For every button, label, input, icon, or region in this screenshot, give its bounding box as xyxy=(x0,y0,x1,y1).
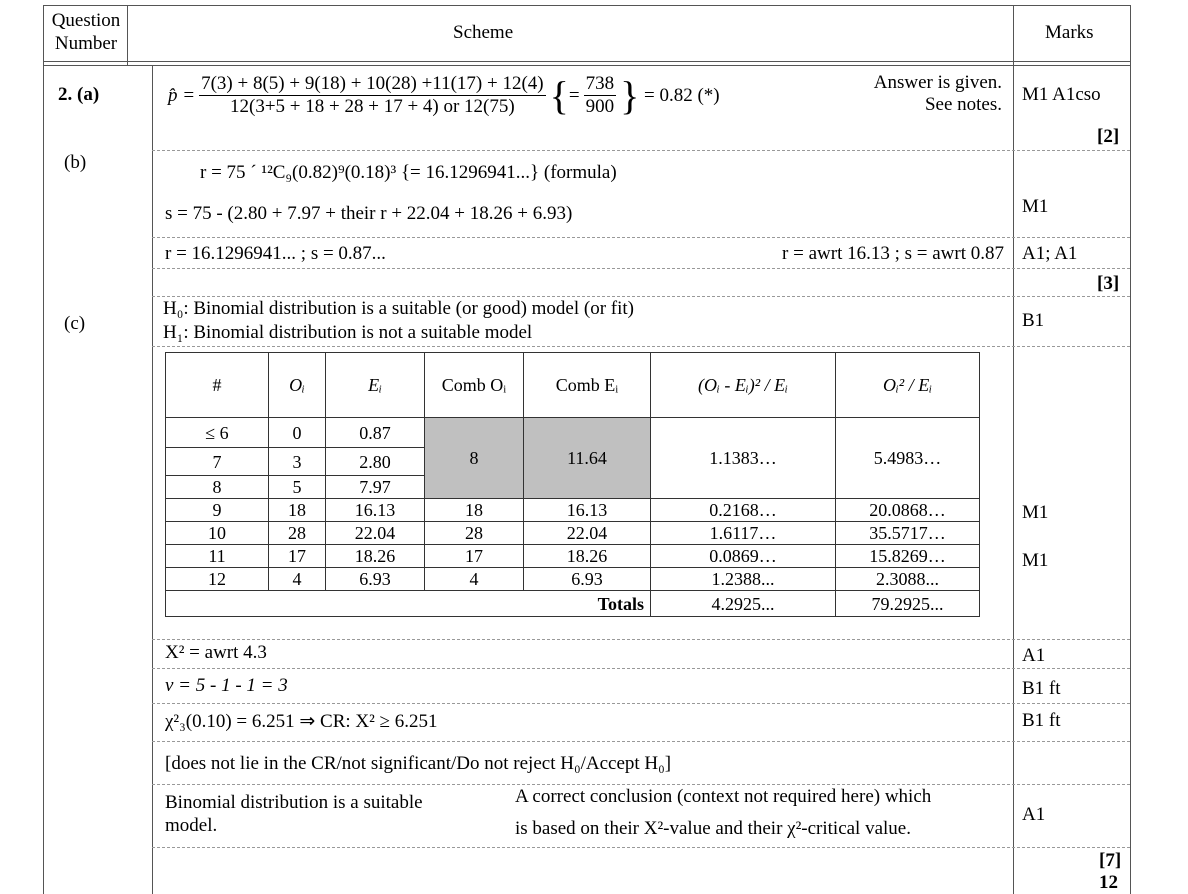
cell: 28 xyxy=(269,522,326,545)
cell: 15.8269… xyxy=(836,545,980,568)
part-b-line2: s = 75 - (2.80 + 7.97 + their r + 22.04 + 18.26 + 6.93) xyxy=(165,203,573,224)
table-row xyxy=(166,522,980,545)
reject-line: [does not lie in the CR/not significant/Do not reject H₀/Accept H₀] xyxy=(165,753,672,774)
cell: 79.2925... xyxy=(836,591,980,617)
cell: 3 xyxy=(269,448,326,476)
part-b-line3-right: r = awrt 16.13 ; s = awrt 0.87 xyxy=(782,243,1004,264)
note-2: is based on their X²-value and their χ²-critical value. xyxy=(515,818,911,839)
cell: 18 xyxy=(269,499,326,522)
cell: 8 xyxy=(166,476,269,499)
part-c-total: [7] xyxy=(1099,850,1122,871)
part-a-note2: See notes. xyxy=(924,94,1002,115)
divider xyxy=(152,237,1130,238)
numerator: 7(3) + 8(5) + 9(18) + 10(28) +11(17) + 12(4) xyxy=(201,73,544,94)
result: = 0.82 (*) xyxy=(644,84,720,106)
totals-label: Totals xyxy=(166,591,651,617)
conclusion-2: model. xyxy=(165,815,218,836)
h-mark: B1 xyxy=(1022,310,1045,331)
chi-squared-table xyxy=(165,352,980,617)
cell: 18.26 xyxy=(326,545,425,568)
frac-num: 738 xyxy=(585,73,615,94)
x2-mark: A1 xyxy=(1022,645,1046,666)
cr-line: χ²₃(0.10) = 6.251 ⇒ CR: X² ≥ 6.251 xyxy=(165,711,438,732)
cell: 9 xyxy=(166,499,269,522)
cell: 22.04 xyxy=(524,522,651,545)
divider xyxy=(152,268,1130,269)
header-scheme: Scheme xyxy=(453,22,514,43)
conclusion-mark: A1 xyxy=(1022,804,1046,825)
cell-comb-o: 8 xyxy=(425,418,524,499)
cell: 4 xyxy=(269,568,326,591)
col-header: (Oᵢ - Eᵢ)² / Eᵢ xyxy=(651,353,836,418)
cell: 28 xyxy=(425,522,524,545)
table-header-row xyxy=(166,353,980,418)
part-b-line3: r = 16.1296941... ; s = 0.87... xyxy=(165,243,386,264)
frac-den: 900 xyxy=(585,96,615,117)
divider xyxy=(152,296,1130,297)
divider xyxy=(152,668,1130,669)
col-header: Comb Oᵢ xyxy=(425,353,524,418)
divider xyxy=(152,741,1130,742)
part-a-note1: Answer is given. xyxy=(873,72,1002,93)
divider xyxy=(152,346,1130,347)
denominator: 12(3+5 + 18 + 28 + 17 + 4) or 12(75) xyxy=(230,96,515,117)
cell: 2.80 xyxy=(326,448,425,476)
cell: 7.97 xyxy=(326,476,425,499)
cell: 2.3088... xyxy=(836,568,980,591)
part-a-marks: M1 A1cso xyxy=(1022,84,1101,105)
cell: 20.0868… xyxy=(836,499,980,522)
v-mark: B1 ft xyxy=(1022,678,1061,699)
cell: 7 xyxy=(166,448,269,476)
col-header: Eᵢ xyxy=(326,353,425,418)
cr-mark: B1 ft xyxy=(1022,710,1061,731)
header-bottom2 xyxy=(43,65,1130,66)
cell: 35.5717… xyxy=(836,522,980,545)
cell-o2e: 5.4983… xyxy=(836,418,980,499)
part-b-label: (b) xyxy=(64,152,87,173)
part-a-total: [2] xyxy=(1097,126,1120,147)
grand-total: 12 xyxy=(1099,872,1118,893)
cell: 0.2168… xyxy=(651,499,836,522)
h0: H₀: Binomial distribution is a suitable (or good) model (or fit) xyxy=(163,298,635,319)
col-line xyxy=(1130,5,1131,894)
note-1: A correct conclusion (context not required here) which xyxy=(515,786,932,807)
cell: 4 xyxy=(425,568,524,591)
cell-chi: 1.1383… xyxy=(651,418,836,499)
table-row xyxy=(166,499,980,522)
cell: 10 xyxy=(166,522,269,545)
divider xyxy=(152,639,1130,640)
cell: 18.26 xyxy=(524,545,651,568)
table-row xyxy=(166,418,980,448)
cell: 11 xyxy=(166,545,269,568)
col-line xyxy=(1013,5,1014,894)
divider xyxy=(152,150,1130,151)
col-header: Comb Eᵢ xyxy=(524,353,651,418)
cell: 16.13 xyxy=(326,499,425,522)
col-header: Oᵢ xyxy=(269,353,326,418)
cell: 6.93 xyxy=(524,568,651,591)
h1: H₁: Binomial distribution is not a suitable model xyxy=(163,322,533,343)
top-border xyxy=(43,5,1130,6)
col-line xyxy=(43,5,44,894)
cell: 6.93 xyxy=(326,568,425,591)
header-question-number: Question Number xyxy=(51,10,121,54)
conclusion-1: Binomial distribution is a suitable xyxy=(165,792,423,813)
col-line xyxy=(127,5,128,65)
table-row xyxy=(166,545,980,568)
part-a-label: 2. (a) xyxy=(58,84,100,105)
part-a-formula: p̂ = $\frac{7(3) + 8(5) + 9(18) + 10(28) +11(17) + 12(4)}{12(3+5 + 18 + 28 + 17 + 4) or 12(75)}$ { = $\frac{738}{900}$ } = 0.82 (*) xyxy=(168,73,720,118)
divider xyxy=(152,703,1130,704)
cell: 16.13 xyxy=(524,499,651,522)
divider xyxy=(152,847,1130,848)
col-header: # xyxy=(166,353,269,418)
cell: 1.6117… xyxy=(651,522,836,545)
part-c-label: (c) xyxy=(64,313,86,334)
part-b-line3-mark: A1; A1 xyxy=(1022,243,1078,264)
header-marks: Marks xyxy=(1045,22,1094,43)
cell: 0 xyxy=(269,418,326,448)
cell: 18 xyxy=(425,499,524,522)
cell: 22.04 xyxy=(326,522,425,545)
table-mark-2: M1 xyxy=(1022,550,1049,571)
header-bottom xyxy=(43,61,1130,62)
cell: 1.2388... xyxy=(651,568,836,591)
part-b-total: [3] xyxy=(1097,273,1120,294)
phat: p̂ = xyxy=(168,84,196,106)
x2-line: X² = awrt 4.3 xyxy=(165,642,267,663)
v-line: v = 5 - 1 - 1 = 3 xyxy=(165,675,288,696)
cell: 4.2925... xyxy=(651,591,836,617)
cell: ≤ 6 xyxy=(166,418,269,448)
cell: 0.0869… xyxy=(651,545,836,568)
cell: 17 xyxy=(269,545,326,568)
table-row xyxy=(166,568,980,591)
cell-comb-e: 11.64 xyxy=(524,418,651,499)
cell: 17 xyxy=(425,545,524,568)
part-b-line2-mark: M1 xyxy=(1022,196,1049,217)
col-header: Oᵢ² / Eᵢ xyxy=(836,353,980,418)
cell: 0.87 xyxy=(326,418,425,448)
col-line xyxy=(152,65,153,894)
totals-row xyxy=(166,591,980,617)
part-b-line1: r = 75 ´ ¹²C₉(0.82)⁹(0.18)³ {= 16.1296941...} (formula) xyxy=(200,162,617,183)
table-mark-1: M1 xyxy=(1022,502,1049,523)
cell: 12 xyxy=(166,568,269,591)
divider xyxy=(152,784,1130,785)
cell: 5 xyxy=(269,476,326,499)
